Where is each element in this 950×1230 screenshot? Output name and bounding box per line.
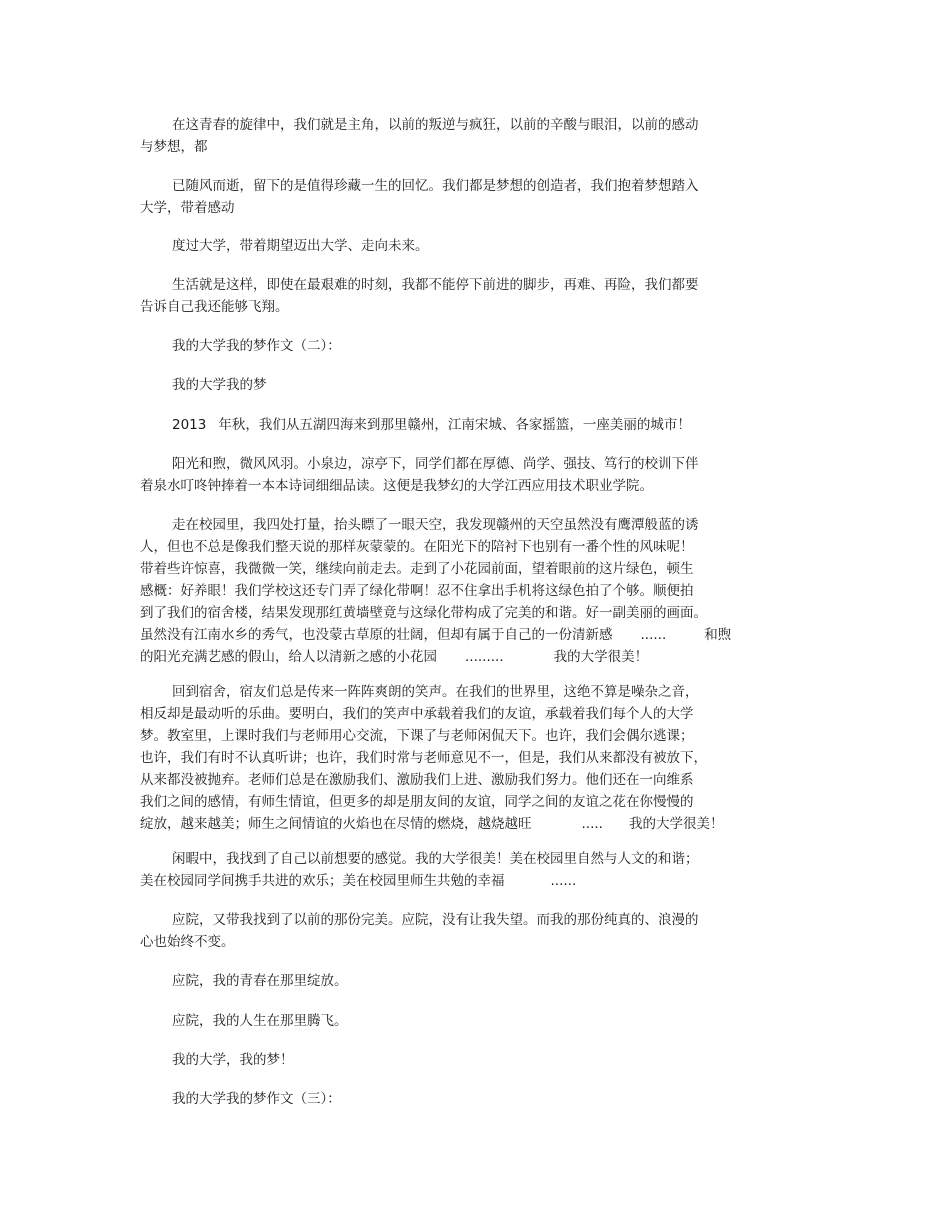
paragraph-1 bbox=[140, 114, 810, 158]
paragraph-line: 应院，又带我找到了以前的那份完美。应院，没有让我失望。而我的那份纯真的、浪漫的 bbox=[172, 912, 699, 928]
year-text: 2013 bbox=[172, 417, 207, 433]
heading-line: 我的大学我的梦作文（三）： bbox=[172, 1091, 341, 1107]
paragraph-line: 告诉自己我还能够飞翔。 bbox=[140, 299, 289, 315]
paragraph-text: 我的大学很美！ bbox=[553, 649, 649, 665]
paragraph-text: 美在校园同学间携手共进的欢乐；美在校园里师生共勉的幸福 bbox=[140, 873, 505, 889]
paragraph-line: 心也始终不变。 bbox=[140, 934, 235, 950]
paragraph-9 bbox=[140, 848, 810, 892]
paragraph-12 bbox=[140, 1010, 810, 1032]
paragraph-line bbox=[140, 646, 810, 668]
paragraph-text: 绽放，越来越美；师生之间情谊的火焰也在尽情的燃烧，越烧越旺 bbox=[140, 816, 532, 832]
paragraph-line: 回到宿舍，宿友们总是传来一阵阵爽朗的笑声。在我们的世界里，这绝不算是噪杂之音， bbox=[172, 684, 699, 700]
title-line: 我的大学我的梦 bbox=[172, 377, 267, 393]
paragraph-line: 生活就是这样，即使在最艰难的时刻，我都不能停下前进的脚步，再难、再险，我们都要 bbox=[172, 277, 699, 293]
paragraph-13 bbox=[140, 1049, 810, 1071]
paragraph-line: 在这青春的旋律中，我们就是主角，以前的叛逆与疯狂，以前的辛酸与眼泪，以前的感动 bbox=[172, 117, 699, 133]
paragraph-text: 的阳光充满艺感的假山，给人以清新之感的小花园 bbox=[140, 649, 437, 665]
paragraph-8 bbox=[140, 681, 810, 835]
paragraph-line: 带着些许惊喜，我微微一笑，继续向前走去。走到了小花园前面，望着眼前的这片绿色，顿生 bbox=[140, 561, 694, 577]
paragraph-line: 闲暇中，我找到了自己以前想要的感觉。我的大学很美！美在校园里自然与人文的和谐； bbox=[172, 851, 699, 867]
paragraph-text: 我的大学很美！ bbox=[628, 816, 724, 832]
paragraph-line: 着泉水叮咚钟捧着一本本诗词细细品读。这便是我梦幻的大学江西应用技术职业学院。 bbox=[140, 478, 653, 494]
paragraph-line: 到了我们的宿舍楼，结果发现那红黄墙壁竟与这绿化带构成了完美的和谐。好一副美丽的画面。 bbox=[140, 605, 707, 621]
paragraph-5 bbox=[140, 414, 810, 436]
paragraph-line: 我们之间的感情，有师生情谊，但更多的却是朋友间的友谊，同学之间的友谊之花在你慢慢的 bbox=[140, 794, 694, 810]
paragraph-line bbox=[140, 414, 810, 436]
ellipsis-text: ..... bbox=[581, 816, 603, 832]
paragraph-2 bbox=[140, 175, 810, 219]
paragraph-text: 虽然没有江南水乡的秀气，也没蒙古草原的壮阔，但却有属于自己的一份清新感 bbox=[140, 627, 613, 643]
paragraph-line: 应院，我的人生在那里腾飞。 bbox=[172, 1013, 348, 1029]
paragraph-line bbox=[140, 870, 810, 892]
paragraph-line: 感概：好养眼！我们学校这还专门弄了绿化带啊！忍不住拿出手机将这绿色拍了个够。顺便拍 bbox=[140, 583, 694, 599]
heading-line: 我的大学我的梦作文（二）： bbox=[172, 338, 341, 354]
paragraph-line: 大学，带着感动 bbox=[140, 200, 235, 216]
paragraph-line bbox=[140, 624, 810, 646]
paragraph-line: 也许，我们有时不认真听讲；也许，我们时常与老师意见不一，但是，我们从来都没有被放下， bbox=[140, 750, 707, 766]
section-heading-2 bbox=[140, 335, 810, 357]
paragraph-4 bbox=[140, 274, 810, 318]
paragraph-line: 相反却是最动听的乐曲。要明白，我们的笑声中承载着我们的友谊，承载着我们每个人的大学 bbox=[140, 706, 694, 722]
paragraph-line: 从来都没被抛弃。老师们总是在激励我们、激励我们上进、激励我们努力。他们还在一向维系 bbox=[140, 772, 694, 788]
paragraph-line: 度过大学，带着期望迈出大学、走向未来。 bbox=[172, 238, 429, 254]
paragraph-11 bbox=[140, 970, 810, 992]
paragraph-10 bbox=[140, 909, 810, 953]
paragraph-line: 走在校园里，我四处打量，抬头瞟了一眼天空，我发现赣州的天空虽然没有鹰潭般蓝的诱 bbox=[172, 517, 699, 533]
paragraph-6 bbox=[140, 453, 810, 497]
paragraph-line bbox=[140, 813, 810, 835]
paragraph-line: 应院，我的青春在那里绽放。 bbox=[172, 973, 348, 989]
paragraph-line: 已随风而逝，留下的是值得珍藏一生的回忆。我们都是梦想的创造者，我们抱着梦想踏入 bbox=[172, 178, 699, 194]
paragraph-line: 与梦想，都 bbox=[140, 139, 208, 155]
essay-title-2 bbox=[140, 374, 810, 396]
section-heading-3 bbox=[140, 1088, 810, 1110]
ellipsis-text: ...... bbox=[550, 873, 577, 889]
paragraph-line: 人，但也不总是像我们整天说的那样灰蒙蒙的。在阳光下的陪衬下也别有一番个性的风味呢！ bbox=[140, 539, 694, 555]
paragraph-line: 我的大学，我的梦！ bbox=[172, 1052, 294, 1068]
paragraph-line: 阳光和煦，微风风羽。小泉边，凉亭下，同学们都在厚德、尚学、强技、笃行的校训下伴 bbox=[172, 456, 699, 472]
paragraph-line: 梦。教室里，上课时我们与老师用心交流，下课了与老师闲侃天下。也许，我们会偶尔逃课； bbox=[140, 728, 694, 744]
paragraph-3 bbox=[140, 235, 810, 257]
paragraph-text: 和煦 bbox=[704, 627, 732, 643]
ellipsis-text: ......... bbox=[465, 649, 504, 665]
paragraph-text: 年秋，我们从五湖四海来到那里赣州，江南宋城、各家摇篮，一座美丽的城市！ bbox=[218, 417, 691, 433]
ellipsis-text: ...... bbox=[640, 627, 667, 643]
paragraph-7 bbox=[140, 514, 810, 668]
